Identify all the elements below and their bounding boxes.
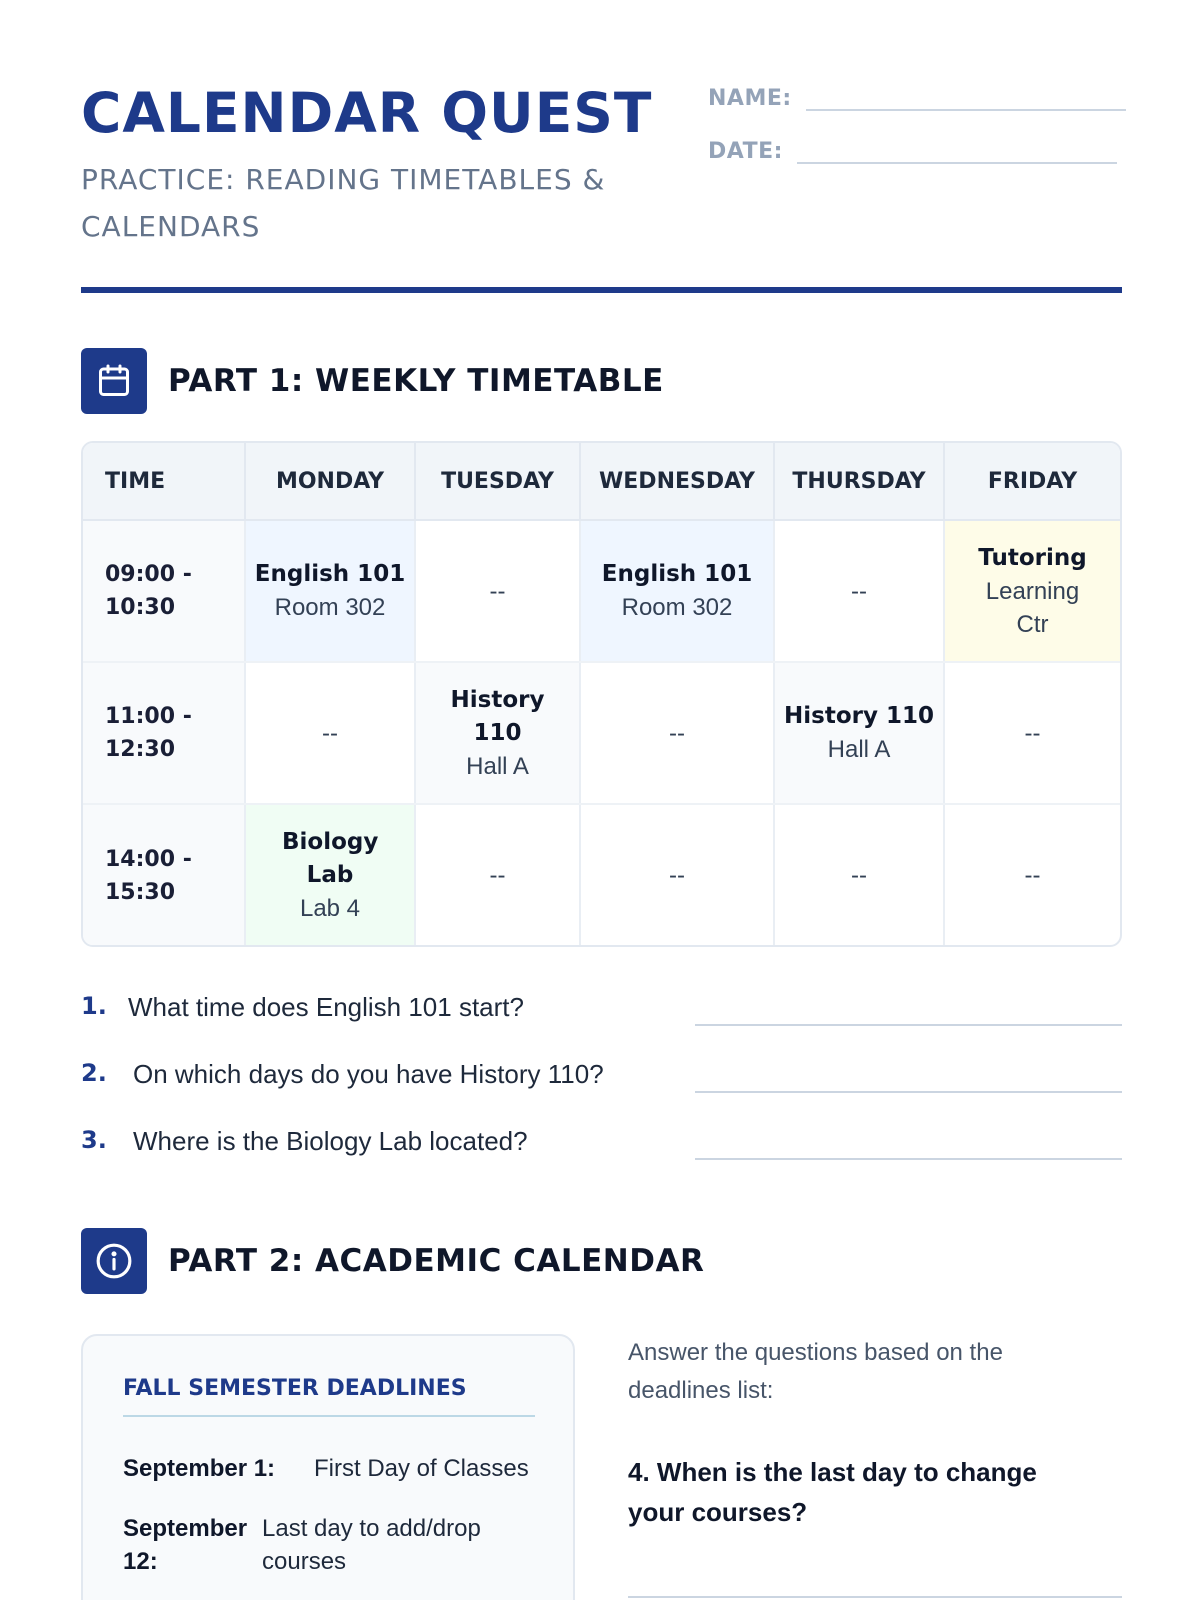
question-text: What time does English 101 start? [128,992,524,1022]
class-cell [580,520,774,662]
column-header: THURSDAY [774,443,944,520]
class-cell [245,520,415,662]
part1-title: PART 1: WEEKLY TIMETABLE [168,363,664,399]
empty-cell [415,804,580,946]
answer-line[interactable] [695,1091,1122,1093]
part2-header [81,1228,704,1294]
deadlines-card [81,1334,575,1600]
empty-cell [774,804,944,946]
time-cell: 11:00 - 12:30 [83,662,245,804]
empty-cell [944,662,1120,804]
date-label: DATE: [708,139,783,164]
question-text: Where is the Biology Lab located? [133,1126,528,1156]
course-name: Tutoring [978,544,1087,571]
table-row [83,804,1120,946]
header-divider [81,287,1122,293]
course-room: Room 302 [621,594,733,621]
deadline-event: Last day to add/drop courses [262,1515,481,1575]
calendar-icon [81,348,147,414]
part1-header [81,348,664,414]
class-cell [774,662,944,804]
name-label: NAME: [708,86,792,111]
empty-marker: -- [489,577,506,605]
course-room: Hall A [827,736,891,763]
course-name: English 101 [254,561,406,587]
deadlines-title: FALL SEMESTER DEADLINES [123,1376,535,1417]
weekly-timetable [81,441,1122,947]
answer-line[interactable] [695,1158,1122,1160]
answer-line[interactable] [695,1024,1122,1026]
page-title: CALENDAR QUEST [81,81,653,145]
page-subtitle: PRACTICE: READING TIMETABLES & CALENDARS [81,163,606,243]
course-name: History 110 [784,703,934,729]
table-row [83,520,1120,662]
empty-marker: -- [1024,862,1041,889]
course-room: Hall A [466,752,529,780]
empty-marker: -- [489,862,506,889]
name-line[interactable] [806,89,1126,111]
deadline-date: September 1: [123,1455,276,1482]
empty-marker: -- [322,719,338,747]
answer-line[interactable] [628,1596,1122,1598]
timetable-header-row [83,443,1120,520]
course-name: History 110 [450,686,545,746]
question-number: 1. [81,992,107,1020]
question-3 [81,1126,1122,1166]
question-number: 2. [81,1059,107,1087]
empty-marker: -- [669,719,685,747]
empty-cell [944,804,1120,946]
empty-marker: -- [851,862,867,889]
time-cell: 09:00 - 10:30 [83,520,245,662]
course-room: Room 302 [274,594,386,621]
question-text: On which days do you have History 110? [133,1059,604,1089]
column-header: TUESDAY [415,443,580,520]
course-room: Lab 4 [299,895,361,922]
empty-cell [245,662,415,804]
column-header: MONDAY [245,443,415,520]
course-room: Learning Ctr [985,577,1080,638]
empty-marker: -- [669,862,685,889]
class-cell [415,662,580,804]
question-2 [81,1059,1122,1099]
class-cell [245,804,415,946]
column-header: FRIDAY [944,443,1120,520]
class-cell [944,520,1120,662]
empty-cell [415,520,580,662]
column-header: TIME [83,443,245,520]
table-row [83,662,1120,804]
name-field [708,86,1126,111]
instructions-text: Answer the questions based on the deadlines list: [628,1339,1003,1404]
deadline-event: First Day of Classes [314,1455,529,1482]
info-icon [81,1228,147,1294]
course-name: English 101 [601,561,753,587]
course-name: Biology Lab [282,829,379,888]
question-4: 4. When is the last day to change your courses? [628,1457,1037,1527]
empty-cell [580,804,774,946]
column-header: WEDNESDAY [580,443,774,520]
question-1 [81,992,1122,1032]
question-number: 3. [81,1126,107,1154]
part2-title: PART 2: ACADEMIC CALENDAR [168,1243,705,1279]
date-field [708,139,1117,164]
deadline-date: September 12: [123,1515,248,1575]
empty-marker: -- [851,577,867,605]
empty-marker: -- [1024,719,1041,747]
date-line[interactable] [797,142,1117,164]
time-cell: 14:00 - 15:30 [83,804,245,946]
empty-cell [580,662,774,804]
empty-cell [774,520,944,662]
